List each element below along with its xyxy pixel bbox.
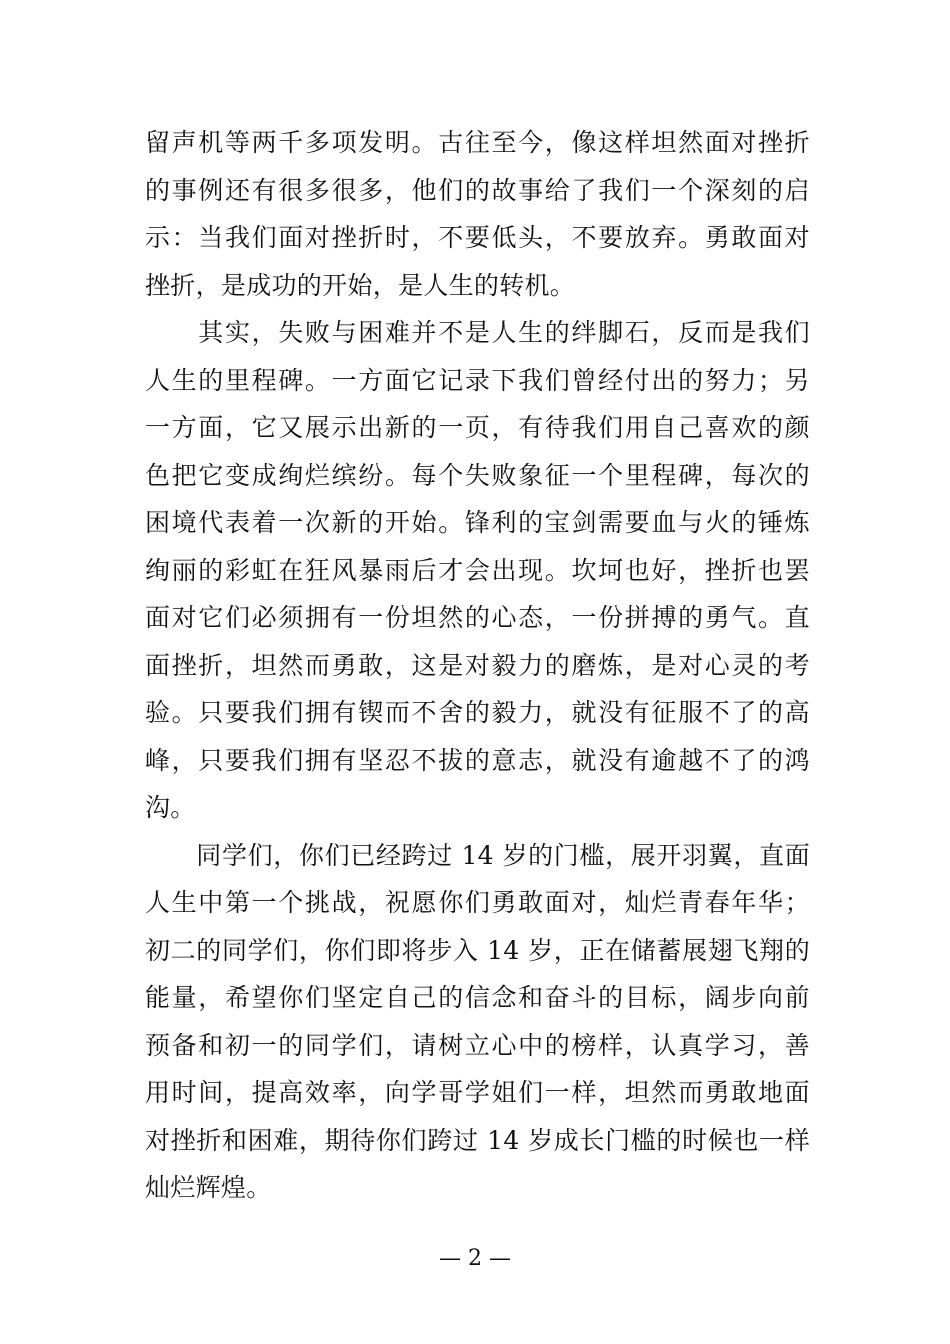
text-line: 初二的同学们，你们即将步入 14 岁，正在储蓄展翅飞翔的 — [145, 935, 810, 965]
text-line: 绚丽的彩虹在狂风暴雨后才会出现。坎坷也好，挫折也罢 — [145, 555, 810, 585]
text-line: 能量，希望你们坚定自己的信念和奋斗的目标，阔步向前 — [145, 983, 810, 1012]
text-line: 色把它变成绚烂缤纷。每个失败象征一个里程碑，每次的 — [145, 460, 810, 490]
text-line: 其实，失败与困难并不是人生的绊脚石，反而是我们 — [145, 318, 810, 347]
document-body — [145, 119, 810, 1212]
text-line: 面挫折，坦然而勇敢，这是对毅力的磨炼，是对心灵的考 — [145, 650, 810, 680]
text-line: 峰，只要我们拥有坚忍不拔的意志，就没有逾越不了的鸿 — [145, 745, 810, 775]
text-line: 沟。 — [145, 793, 196, 822]
text-line: 灿烂辉煌。 — [145, 1173, 272, 1202]
text-line: 人生的里程碑。一方面它记录下我们曾经付出的努力；另 — [145, 365, 810, 395]
text-line: 一方面，它又展示出新的一页，有待我们用自己喜欢的颜 — [145, 413, 810, 442]
text-line: 留声机等两千多项发明。古往至今，像这样坦然面对挫折 — [145, 128, 810, 157]
text-line: 用时间，提高效率，向学哥学姐们一样，坦然而勇敢地面 — [145, 1078, 810, 1107]
text-line: 验。只要我们拥有锲而不舍的毅力，就没有征服不了的高 — [145, 698, 810, 727]
text-line: 挫折，是成功的开始，是人生的转机。 — [145, 270, 576, 300]
text-line: 同学们，你们已经跨过 14 岁的门槛，展开羽翼，直面 — [145, 840, 810, 870]
text-line: 的事例还有很多很多，他们的故事给了我们一个深刻的启 — [145, 175, 810, 205]
page-number: — 2 — — [439, 1246, 511, 1271]
text-line: 困境代表着一次新的开始。锋利的宝剑需要血与火的锤炼 — [145, 508, 810, 537]
text-line: 面对它们必须拥有一份坦然的心态，一份拼搏的勇气。直 — [145, 603, 810, 632]
text-line: 对挫折和困难，期待你们跨过 14 岁成长门槛的时候也一样 — [145, 1125, 810, 1155]
text-line: 示：当我们面对挫折时，不要低头，不要放弃。勇敢面对 — [145, 223, 810, 252]
text-line: 预备和初一的同学们，请树立心中的榜样，认真学习，善 — [145, 1030, 810, 1060]
text-line: 人生中第一个挑战，祝愿你们勇敢面对，灿烂青春年华； — [145, 888, 810, 917]
